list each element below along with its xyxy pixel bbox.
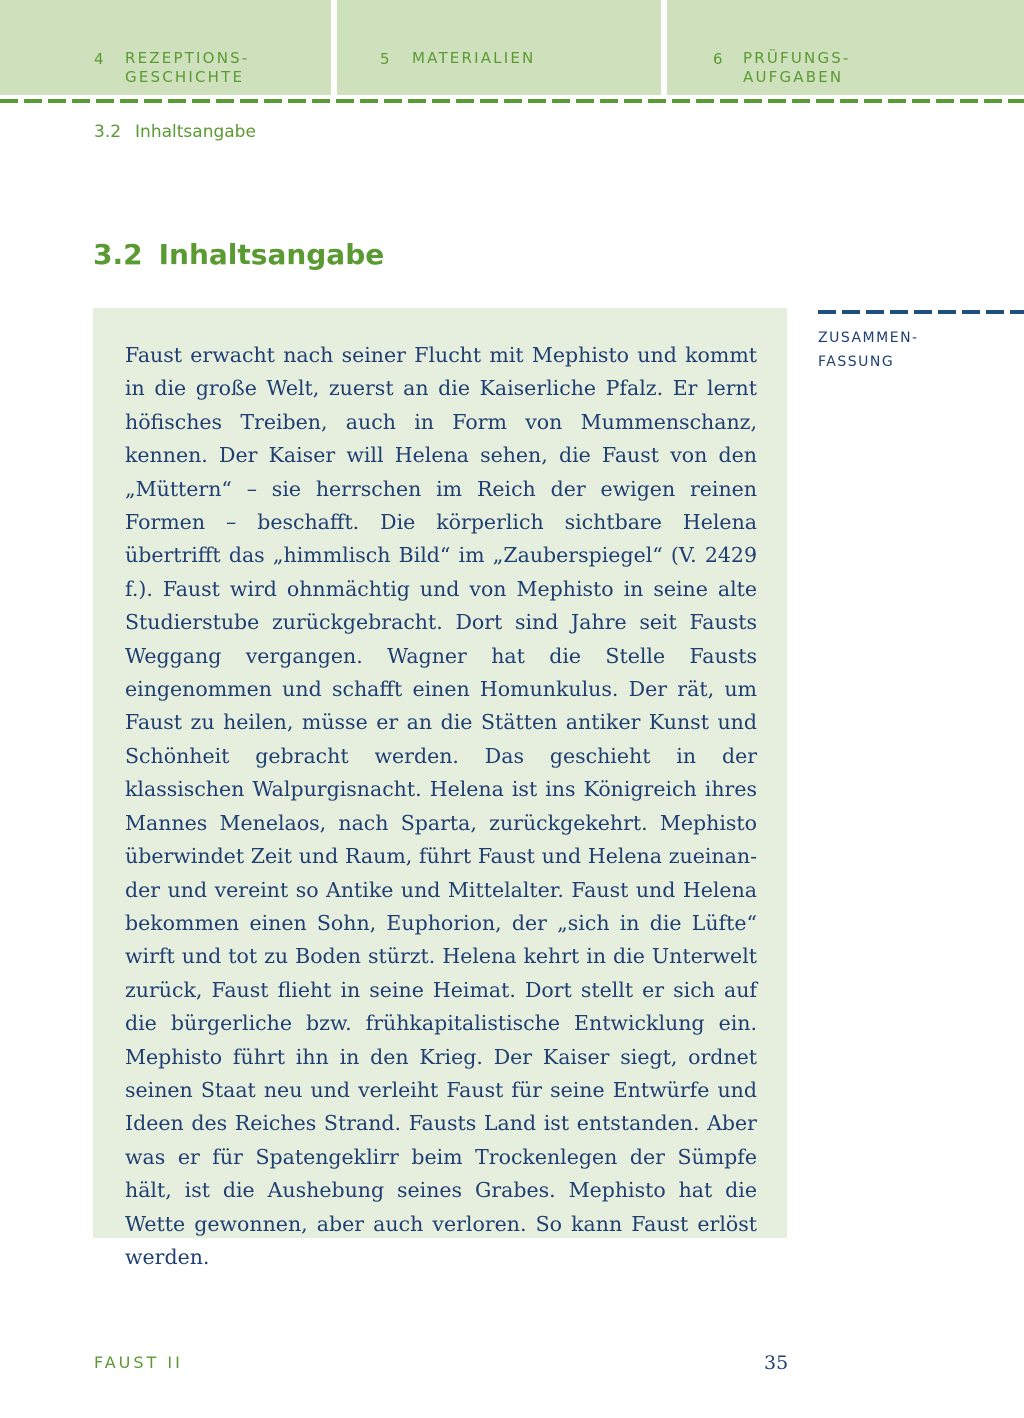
tab-pruefungsaufgaben[interactable]: [667, 0, 1024, 95]
margin-note: ZUSAMMEN- FASSUNG: [818, 330, 919, 370]
chapter-tab-bar: [0, 0, 1024, 95]
section-number: 3.2: [93, 238, 143, 271]
tab-label: MATERIALIEN: [412, 49, 536, 67]
tab-number: 5: [380, 50, 392, 68]
footer-book-title: FAUST II: [94, 1353, 183, 1372]
page-number: 35: [764, 1352, 789, 1374]
tab-rezeptionsgeschichte[interactable]: [0, 0, 331, 95]
tab-label: PRÜFUNGS- AUFGABEN: [743, 49, 851, 86]
tab-number: 4: [94, 50, 106, 68]
tab-number: 6: [713, 50, 725, 68]
tab-label: REZEPTIONS- GESCHICHTE: [125, 49, 250, 86]
summary-paragraph: Faust erwacht nach seiner Flucht mit Mephisto und kommt in die große Welt, zuerst an die Kaiserliche Pfalz. Er lernt höfisches Treiben, auch in Form von Mummenschanz, kennen. Der Kaiser will Helena sehen, die Faust von den „Müttern“ – sie herrschen im Reich der ewigen reinen Formen – beschafft. Die körperlich sichtbare Helena übertrifft das „himmlisch Bild“ im „Zauberspiegel“ (V. 2429 f.). Faust wird ohnmächtig und von Mephisto in seine alte Studierstube zurückgebracht. Dort sind Jahre seit Fausts Weggang vergangen. Wagner hat die Stelle Fausts eingenommen und schafft einen Homunkulus. Der rät, um Faust zu heilen, müsse er an die Stätten antiker Kunst und Schönheit gebracht werden. Das geschieht in der klassischen Walpurgisnacht. Helena ist ins Königreich ihres Mannes Menelaos, nach Sparta, zurückgekehrt. Mephisto überwindet Zeit und Raum, führt Faust und Helena zueinander und vereint so Antike und Mittelalter. Faust und Helena bekommen einen Sohn, Euphorion, der „sich in die Lüfte“ wirft und tot zu Boden stürzt. Helena kehrt in die Unterwelt zurück, Faust flieht in seine Heimat. Dort stellt er sich auf die bürgerliche bzw. frühkapitalistische Entwicklung ein. Mephisto führt ihn in den Krieg. Der Kaiser siegt, ordnet seinen Staat neu und verleiht Faust für seine Entwürfe und Ideen des Reiches Strand. Fausts Land ist entstanden. Aber was er für Spatengeklirr beim Trockenlegen der Sümpfe hält, ist die Aushebung seines Grabes. Mephisto hat die Wette gewonnen, aber auch verloren. So kann Faust erlöst werden.: [125, 343, 757, 1269]
header-divider: [0, 99, 1024, 103]
tab-materialien[interactable]: [337, 0, 661, 95]
running-head: [94, 122, 256, 142]
section-heading: [93, 238, 384, 271]
margin-divider: [818, 310, 1024, 314]
running-head-title: Inhaltsangabe: [135, 122, 256, 142]
section-title: Inhaltsangabe: [158, 238, 385, 271]
running-head-number: 3.2: [94, 122, 122, 142]
